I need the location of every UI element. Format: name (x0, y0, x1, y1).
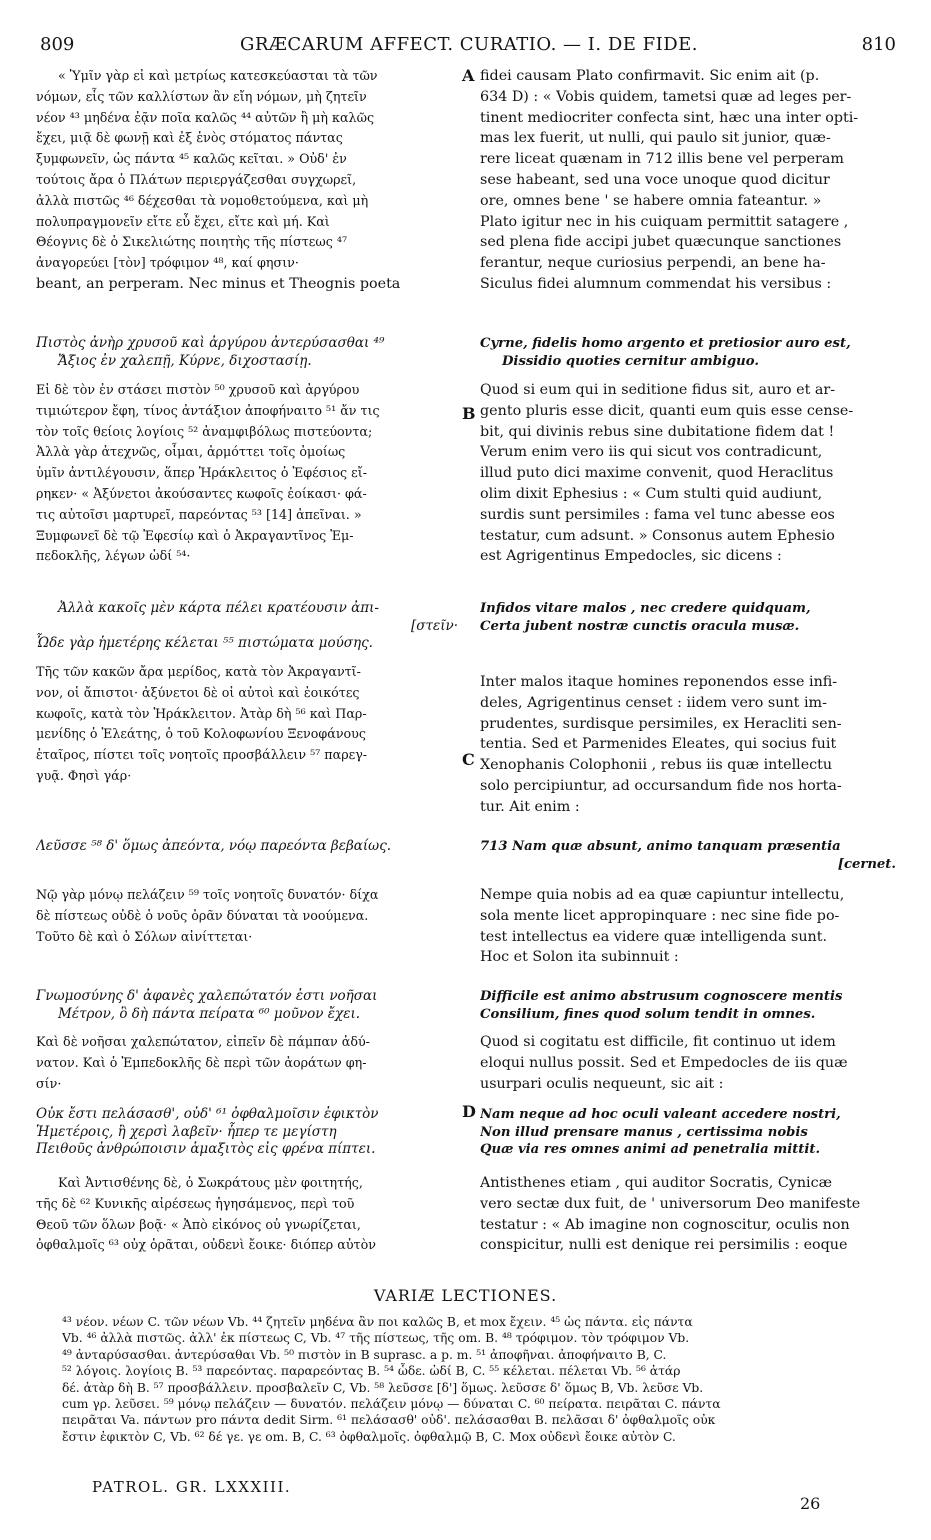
latin-verse (480, 600, 904, 635)
footer-signature: 26 (800, 1494, 821, 1513)
latin-column (480, 1032, 904, 1094)
latin-column (480, 66, 904, 295)
running-header (36, 34, 902, 62)
greek-line: Καὶ δὲ νοῆσαι χαλεπώτατον, εἰπεῖν δὲ πάμπαν ἀδύ- (36, 1034, 370, 1049)
latin-line: solo percipiuntur, ad occursandum fide nos horta- (480, 777, 842, 794)
greek-line: πεδοκλῆς, λέγων ὡδί ⁵⁴· (36, 548, 191, 564)
latin-verse (480, 335, 904, 370)
greek-line: σίν· (36, 1075, 62, 1091)
latin-line: sed plena fide accipi jubet quæcunque sanctiones (480, 234, 842, 251)
text-block-4 (36, 885, 902, 971)
latin-line: tur. Ait enim : (480, 798, 580, 815)
latin-verse-line: 713 Nam quæ absunt, animo tanquam præsentia (480, 839, 841, 854)
latin-line: prudentes, surdisque persimiles, ex Heracliti sen- (480, 715, 842, 732)
latin-line: surdis sunt persimiles : fama vel tunc abesse eos (480, 506, 835, 523)
latin-verse (480, 1106, 904, 1159)
latin-line: Quod si eum qui in seditione fidus sit, auro et ar- (480, 382, 836, 398)
latin-line: eloqui nullus possit. Sed et Empedocles de iis quæ (480, 1054, 848, 1071)
greek-line: τὸν τοῖς θείοις λογίοις ⁵² ἀναμφιβόλως πιστεύοντα; (36, 423, 373, 439)
latin-line: Antisthenes etiam , qui auditor Socratis, Cynicæ (480, 1175, 833, 1191)
text-block-1 (36, 66, 902, 298)
greek-line: πολυπραγμονεῖν εἴτε εὖ ἔχει, εἴτε καὶ μή. Καὶ (36, 213, 330, 229)
greek-line: νατον. Καὶ ὁ Ἐμπεδοκλῆς δὲ περὶ τῶν ἀοράτων φη- (36, 1054, 367, 1070)
greek-line: Ἀλλὰ γὰρ ἀτεχνῶς, οἶμαι, ἁρμόττει τοῖς ὁμοίως (36, 444, 346, 460)
greek-line: Ξυμφωνεῖ δὲ τῷ Ἐφεσίῳ καὶ ὁ Ἀκραγαντῖνος Ἐμ- (36, 527, 354, 543)
greek-column (36, 1032, 466, 1094)
margin-letter-a: A (462, 66, 475, 85)
note-line: ⁵² λόγοις. λογίοις B. ⁵³ παρεόντας. παραρεόντας B. ⁵⁴ ὧδε. ὡδί B, C. ⁵⁵ κέλεται. πέλεται Vb. ⁵⁶ ἀτάρ (62, 1364, 681, 1379)
greek-line: ἀλλὰ πιστῶς ⁴⁶ δέχεσθαι τὰ νομοθετούμενα, καὶ μὴ (36, 192, 369, 208)
latin-verse-line: Nam neque ad hoc oculi valeant accedere nostri, (480, 1107, 841, 1122)
greek-verse (36, 988, 466, 1023)
verse-block-theognis (36, 335, 902, 373)
greek-line: δὲ πίστεως οὐδὲ ὁ νοῦς ὁρᾶν δύναται τὰ νοούμενα. (36, 907, 369, 923)
greek-line: Καὶ Ἀντισθένης δὲ, ὁ Σωκράτους μὲν φοιτητής, (58, 1175, 363, 1190)
greek-line: ἀναγορεύει [τὸν] τρόφιμον ⁴⁸, καί φησιν· (36, 255, 299, 271)
greek-line: νόμων, εἷς τῶν καλλίστων ἂν εἴη νόμων, μὴ ζητεῖν (36, 88, 367, 104)
greek-column (36, 380, 466, 567)
greek-line: ὀφθαλμοῖς ⁶³ οὐχ ὁρᾶται, οὐδενὶ ἔοικε· διόπερ αὐτὸν (36, 1237, 376, 1253)
note-line: πειρᾶται Va. πάντων pro πάντα dedit Sirm. ⁶¹ πελάσασθ' οὐδ'. πελάσασθαι B. πελᾶσαι δ' ὀφθαλμοῖς οὐκ (62, 1413, 716, 1428)
running-title: GRÆCARUM AFFECT. CURATIO. — I. DE FIDE. (239, 34, 699, 55)
greek-verse-line: Μέτρον, ὃ δὴ πάντα πείρατα ⁶⁰ μοῦνον ἔχει. (58, 1005, 361, 1022)
note-line: cum γρ. λεῦσει. ⁵⁹ μόνῳ πελάζειν — δυνατόν. πελάζειν μόνῳ — δύναται C. ⁶⁰ πείρατα. πειρᾶται C. πάντα (62, 1396, 721, 1411)
latin-line: sola mente licet appropinquare : nec sine fide po- (480, 907, 840, 924)
latin-line: rere liceat quænam in 712 illis bene vel perperam (480, 151, 844, 168)
greek-verse-line: Πιστὸς ἀνὴρ χρυσοῦ καὶ ἀργύρου ἀντερύσασθαι ⁴⁹ (36, 335, 385, 351)
latin-line: testatur : « Ab imagine non cognoscitur, oculis non (480, 1216, 850, 1233)
margin-letter-c: C (462, 750, 475, 769)
latin-line: Plato igitur nec in his cuiquam permittit satagere , (480, 213, 849, 230)
latin-line: 634 D) : « Vobis quidem, tametsi quæ ad leges per- (480, 88, 852, 105)
text-block-3 (36, 662, 902, 822)
margin-letter-b: B (462, 404, 476, 423)
latin-column (480, 672, 904, 818)
greek-line: Θεοῦ τῶν ὅλων βοᾷ· « Ἀπὸ εἰκόνος οὐ γνωρίζεται, (36, 1216, 361, 1232)
latin-line: gento pluris esse dicit, quanti eum quis esse cense- (480, 402, 854, 419)
greek-verse-line: Ὧδε γὰρ ἡμετέρης κέλεται ⁵⁵ πιστώματα μούσης. (36, 635, 373, 651)
greek-line: γυᾷ. Φησὶ γάρ· (36, 767, 132, 783)
greek-verse (36, 838, 466, 856)
greek-verse-line: Γνωμοσύνης δ' ἀφανὲς χαλεπώτατόν ἐστι νοῆσαι (36, 988, 378, 1004)
latin-line: test intellectus ea videre quæ intelligenda sunt. (480, 928, 828, 945)
greek-verse (36, 335, 466, 370)
greek-line: τιμιώτερον ἔφη, τίνος ἀντάξιον ἀποφήναιτο ⁵¹ ἄν τις (36, 402, 380, 418)
greek-verse (36, 1106, 466, 1159)
latin-verse-line: Cyrne, fidelis homo argento et pretiosior auro est, (480, 336, 851, 351)
greek-column (36, 885, 466, 947)
greek-line: μενίδης ὁ Ἐλεάτης, ὁ τοῦ Κολοφωνίου Ξενοφάνους (36, 726, 366, 742)
variae-lectiones-notes (62, 1314, 892, 1445)
latin-line: Quod si cogitatu est difficile, fit continuo ut idem (480, 1034, 836, 1050)
latin-line: vero sectæ dux fuit, de ' universorum Deo manifeste (480, 1195, 861, 1212)
verse-block-empedocles (36, 600, 902, 658)
latin-line-carryover: beant, an perperam. Nec minus et Theognis poeta (36, 275, 401, 292)
latin-column (480, 885, 904, 968)
greek-line: ρηκεν· « Ἀξύνετοι ἀκούσαντες κωφοῖς ἐοίκασι· φά- (36, 485, 367, 501)
greek-verse-line: Ἡμετέροις, ἢ χερσὶ λαβεῖν· ἧπερ τε μεγίστη (36, 1123, 337, 1140)
latin-column (480, 380, 904, 567)
greek-verse-line: Ἄξιος ἐν χαλεπῇ, Κύρνε, διχοστασίῃ. (58, 352, 312, 369)
latin-line: Hoc et Solon ita subinnuit : (480, 949, 679, 966)
verse-block-solon (36, 988, 902, 1026)
greek-line: ἑταῖρος, πίστει τοῖς νοητοῖς προσβάλλειν ⁵⁷ παρεγ- (36, 747, 368, 763)
latin-line: Nempe quia nobis ad ea quæ capiuntur intellectu, (480, 887, 845, 903)
greek-line: τούτοις ἄρα ὁ Πλάτων περιεργάζεσθαι συγχωρεῖ, (36, 171, 357, 187)
latin-verse (480, 838, 904, 873)
greek-line: κωφοῖς, κατὰ τὸν Ἡράκλειτον. Ἀτὰρ δὴ ⁵⁶ καὶ Παρ- (36, 705, 367, 721)
greek-line: Τῆς τῶν κακῶν ἄρα μερίδος, κατὰ τὸν Ἀκραγαντῖ- (36, 664, 361, 679)
greek-line: Θέογνις δὲ ὁ Σικελιώτης ποιητὴς τῆς πίστεως ⁴⁷ (36, 234, 348, 250)
latin-verse-line: Consilium, fines quod solum tendit in omnes. (480, 1006, 816, 1022)
latin-verse (480, 988, 904, 1023)
page-number-right: 810 (861, 34, 896, 55)
greek-line: ξυμφωνεῖν, ὡς πάντα ⁴⁵ καλῶς κεῖται. » Οὐδ' ἐν (36, 151, 347, 167)
latin-verse-line: Quæ via res omnes animi ad penetralia mittit. (480, 1142, 821, 1157)
latin-line: mas lex fuerit, ut nulli, qui paulo sit junior, quæ- (480, 130, 831, 147)
greek-verse-line: [στεῖν· (411, 617, 458, 634)
margin-letter-d: D (462, 1102, 476, 1121)
greek-column (36, 66, 466, 295)
text-block-6 (36, 1173, 902, 1263)
footer-series: PATROL. GR. LXXXIII. (92, 1478, 292, 1496)
latin-verse-line: Dissidio quoties cernitur ambiguo. (502, 353, 759, 369)
latin-line: ferantur, neque curiosius perpendi, an bene ha- (480, 255, 826, 272)
latin-line: Siculus fidei alumnum commendat his versibus : (480, 275, 832, 292)
latin-line: deles, Agrigentinus censet : iidem vero sunt im- (480, 694, 827, 711)
latin-line: sese habeant, sed una voce unoque quod dicitur (480, 171, 830, 188)
latin-verse-line: Infidos vitare malos , nec credere quidquam, (480, 601, 811, 616)
greek-line: Εἰ δὲ τὸν ἐν στάσει πιστὸν ⁵⁰ χρυσοῦ καὶ ἀργύρου (36, 382, 360, 397)
greek-line: νον, οἱ ἄπιστοι· ἀξύνετοι δὲ οἱ αὐτοὶ καὶ ἐοικότες (36, 684, 360, 700)
greek-line: « Ὑμῖν γὰρ εἰ καὶ μετρίως κατεσκεύασται τὰ τῶν (58, 68, 378, 83)
latin-line: olim dixit Ephesius : « Cum stulti quid audiunt, (480, 485, 823, 502)
greek-verse-line: Οὐκ ἔστι πελάσασθ', οὐδ' ⁶¹ ὀφθαλμοῖσιν ἐφικτὸν (36, 1106, 379, 1122)
note-line: ἔστιν ἐφικτὸν C, Vb. ⁶² δέ γε. γε om. B, C. ⁶³ ὀφθαλμοῖς. ὀφθαλμῷ B, C. Mox οὐδενὶ ἔοικε αὐτὸν C. (62, 1429, 676, 1444)
latin-verse-line: Difficile est animo abstrusum cognoscere mentis (480, 989, 843, 1004)
latin-line: tentia. Sed et Parmenides Eleates, qui socius fuit (480, 736, 837, 753)
latin-line: testatur, cum adsunt. » Consonus autem Ephesio (480, 527, 835, 544)
latin-line: Verum enim vero iis qui sicut vos contradicunt, (480, 444, 823, 461)
latin-verse-line: Non illud prensare manus , certissima nobis (480, 1124, 808, 1140)
variae-lectiones-title: VARIÆ LECTIONES. (373, 1286, 558, 1305)
latin-line: usurpari oculis nequeunt, sic ait : (480, 1075, 724, 1092)
latin-line: conspicitur, nulli est denique rei persimilis : eoque (480, 1237, 848, 1254)
greek-verse (36, 600, 466, 653)
greek-line: νέον ⁴³ μηδένα ἐᾷν ποῖα καλῶς ⁴⁴ αὐτῶν ἢ μὴ καλῶς (36, 109, 375, 125)
latin-line: tinent mediocriter confecta sint, hæc una inter opti- (480, 109, 859, 126)
note-line: δέ. ἀτὰρ δὴ B. ⁵⁷ προσβάλλειν. προσβαλεῖν C, Vb. ⁵⁸ λεῦσσε [δ'] ὅμως. λεῦσσε δ' ὅμως B, Vb. λεῦσε Vb. (62, 1380, 704, 1395)
greek-line: ἔχει, μιᾷ δὲ φωνῇ καὶ ἐξ ἑνὸς στόματος πάντας (36, 130, 343, 146)
greek-line: τις αὐτοῖσι μαρτυρεῖ, παρεόντας ⁵³ [14] ἀπεῖναι. » (36, 506, 362, 522)
latin-line: est Agrigentinus Empedocles, sic dicens : (480, 548, 782, 565)
latin-line: ore, omnes bene ' se habere omnia fateantur. » (480, 192, 822, 209)
latin-verse-line: [cernet. (837, 856, 896, 872)
greek-line: Τοῦτο δὲ καὶ ὁ Σόλων αἰνίττεται· (36, 928, 253, 944)
latin-line: bit, qui divinis rebus sine dubitatione fidem dat ! (480, 423, 835, 440)
note-line: ⁴⁹ ἀνταρύσασθαι. ἀντερύσαθαι Vb. ⁵⁰ πιστὸν in B suprasc. a p. m. ⁵¹ ἀποφῆναι. ἀποφήναιτο B, C. (62, 1347, 667, 1362)
latin-line: fidei causam Plato confirmavit. Sic enim ait (p. (480, 68, 820, 84)
latin-line: Xenophanis Colophonii , rebus iis quæ intellectu (480, 757, 833, 774)
note-line: Vb. ⁴⁶ ἀλλὰ πιστῶς. ἀλλ' ἐκ πίστεως C, Vb. ⁴⁷ τῆς πίστεως, τῆς om. B. ⁴⁸ τρόφιμον. τὸν τρόφιμον Vb. (62, 1331, 690, 1346)
greek-column (36, 662, 466, 787)
verse-block-parmenides (36, 838, 902, 878)
greek-line: τῆς δὲ ⁶² Κυνικῆς αἱρέσεως ἡγησάμενος, περὶ τοῦ (36, 1195, 355, 1211)
greek-line: ὑμῖν ἀντιλέγουσιν, ἅπερ Ἡράκλειτος ὁ Ἐφέσιος εἴ- (36, 465, 368, 481)
greek-verse-line: Λεῦσσε ⁵⁸ δ' ὅμως ἀπεόντα, νόῳ παρεόντα βεβαίως. (36, 838, 392, 854)
page-number-left: 809 (40, 34, 75, 55)
latin-line: illud puto dici maxime convenit, quod Heraclitus (480, 465, 834, 482)
greek-verse-line: Πειθοῦς ἀνθρώποισιν ἁμαξιτὸς εἰς φρένα πίπτει. (36, 1141, 376, 1157)
greek-column (36, 1173, 466, 1256)
greek-line: Νῷ γὰρ μόνῳ πελάζειν ⁵⁹ τοῖς νοητοῖς δυνατόν· δίχα (36, 887, 379, 902)
text-block-5 (36, 1032, 902, 1098)
greek-verse-line: Ἀλλὰ κακοῖς μὲν κάρτα πέλει κρατέουσιν ἀπι- (58, 600, 379, 616)
note-line: ⁴³ νέον. νέων C. τῶν νέων Vb. ⁴⁴ ζητεῖν μηδένα ἂν ποι καλῶς B, et mox ἔχειν. ⁴⁵ ὡς πάντα. εἰς πάντα (62, 1315, 693, 1329)
latin-verse-line: Certa jubent nostræ cunctis oracula musæ. (480, 618, 800, 634)
latin-column (480, 1173, 904, 1256)
latin-line: Inter malos itaque homines reponendos esse infi- (480, 674, 838, 690)
